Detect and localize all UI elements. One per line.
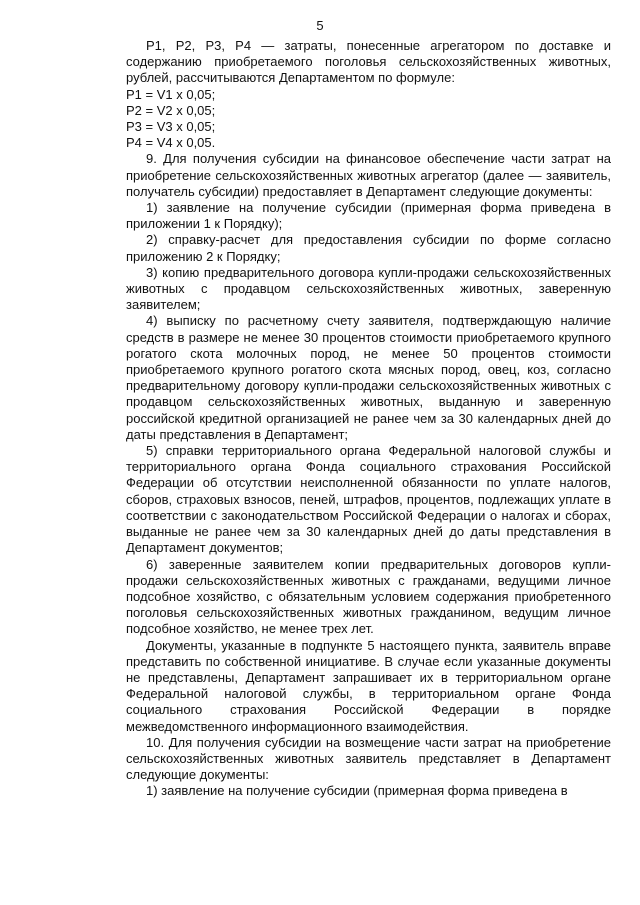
formula-p2: Р2 = V2 х 0,05; — [126, 102, 216, 118]
paragraph-item-10: 10. Для получения субсидии на возмещение части затрат на приобретение сельскохозяйственных животных заявитель представляет в Департамент следующие документы: — [126, 734, 611, 783]
list-item-10-1: 1) заявление на получение субсидии (примерная форма приведена в — [146, 783, 568, 799]
list-item-9-2: 2) справку-расчет для предоставления субсидии по форме согласно приложению 2 к Порядку; — [126, 232, 611, 264]
page-number: 5 — [316, 18, 324, 33]
formula-p1: Р1 = V1 х 0,05; — [126, 86, 216, 102]
paragraph-item-9: 9. Для получения субсидии на финансовое обеспечение части затрат на приобретение сельскохозяйственных животных агрегатор (далее — заявитель, получатель субсидии) предоставляет в Департамент следующие документы: — [126, 151, 611, 199]
list-item-9-6: 6) заверенные заявителем копии предварительных договоров купли-продажи сельскохозяйственных животных с гражданами, ведущими личное подсобное хозяйство, с обязательным условием содержания приобретенного поголовья сельскохозяйственных животных гражданином, ведущим личное подсобное хозяйство, не менее трех лет. — [126, 556, 611, 637]
list-item-9-1: 1) заявление на получение субсидии (примерная форма приведена в приложении 1 к Порядку); — [126, 200, 611, 232]
list-item-9-4: 4) выписку по расчетному счету заявителя, подтверждающую наличие средств в размере не менее 30 процентов стоимости приобретаемого крупного рогатого скота молочных пород, не менее 50 процентов стоимости приобретаемого крупного рогатого скота мясных пород, овец, коз, согласно предварительному договору купли-продажи сельскохозяйственных животных с продавцом сельскохозяйственных животных, выданную и заверенную российской кредитной организацией не ранее чем за 30 календарных дней до даты представления в Департамент; — [126, 313, 611, 442]
paragraph-documents-note: Документы, указанные в подпункте 5 настоящего пункта, заявитель вправе представить по собственной инициативе. В случае если указанные документы не представлены, Департамент запрашивает их в территориальном органе Федеральной налоговой службы, в территориальном органе Фонда социального страхования Российской Федерации в порядке межведомственного информационного взаимодействия. — [126, 637, 611, 734]
formula-p4: Р4 = V4 х 0,05. — [126, 135, 216, 151]
paragraph-cost-definition: Р1, Р2, Р3, Р4 — затраты, понесенные агрегатором по доставке и содержанию приобретаемого поголовья сельскохозяйственных животных, рублей, рассчитываются Департаментом по формуле: — [126, 38, 611, 86]
list-item-9-3: 3) копию предварительного договора купли-продажи сельскохозяйственных животных с продавцом сельскохозяйственных животных, заверенную заявителем; — [126, 264, 611, 313]
formula-p3: Р3 = V3 х 0,05; — [126, 119, 216, 135]
document-body — [126, 38, 611, 800]
list-item-9-5: 5) справки территориального органа Федеральной налоговой службы и территориального органа Фонда социального страхования Российской Федерации об отсутствии неисполненной обязанности по уплате налогов, сборов, страховых взносов, пеней, штрафов, процентов, подлежащих уплате в соответствии с законодательством Российской Федерации о налогах и сборах, выданные не ранее чем за 30 календарных дней до даты представления в Департамент документов; — [126, 443, 611, 556]
